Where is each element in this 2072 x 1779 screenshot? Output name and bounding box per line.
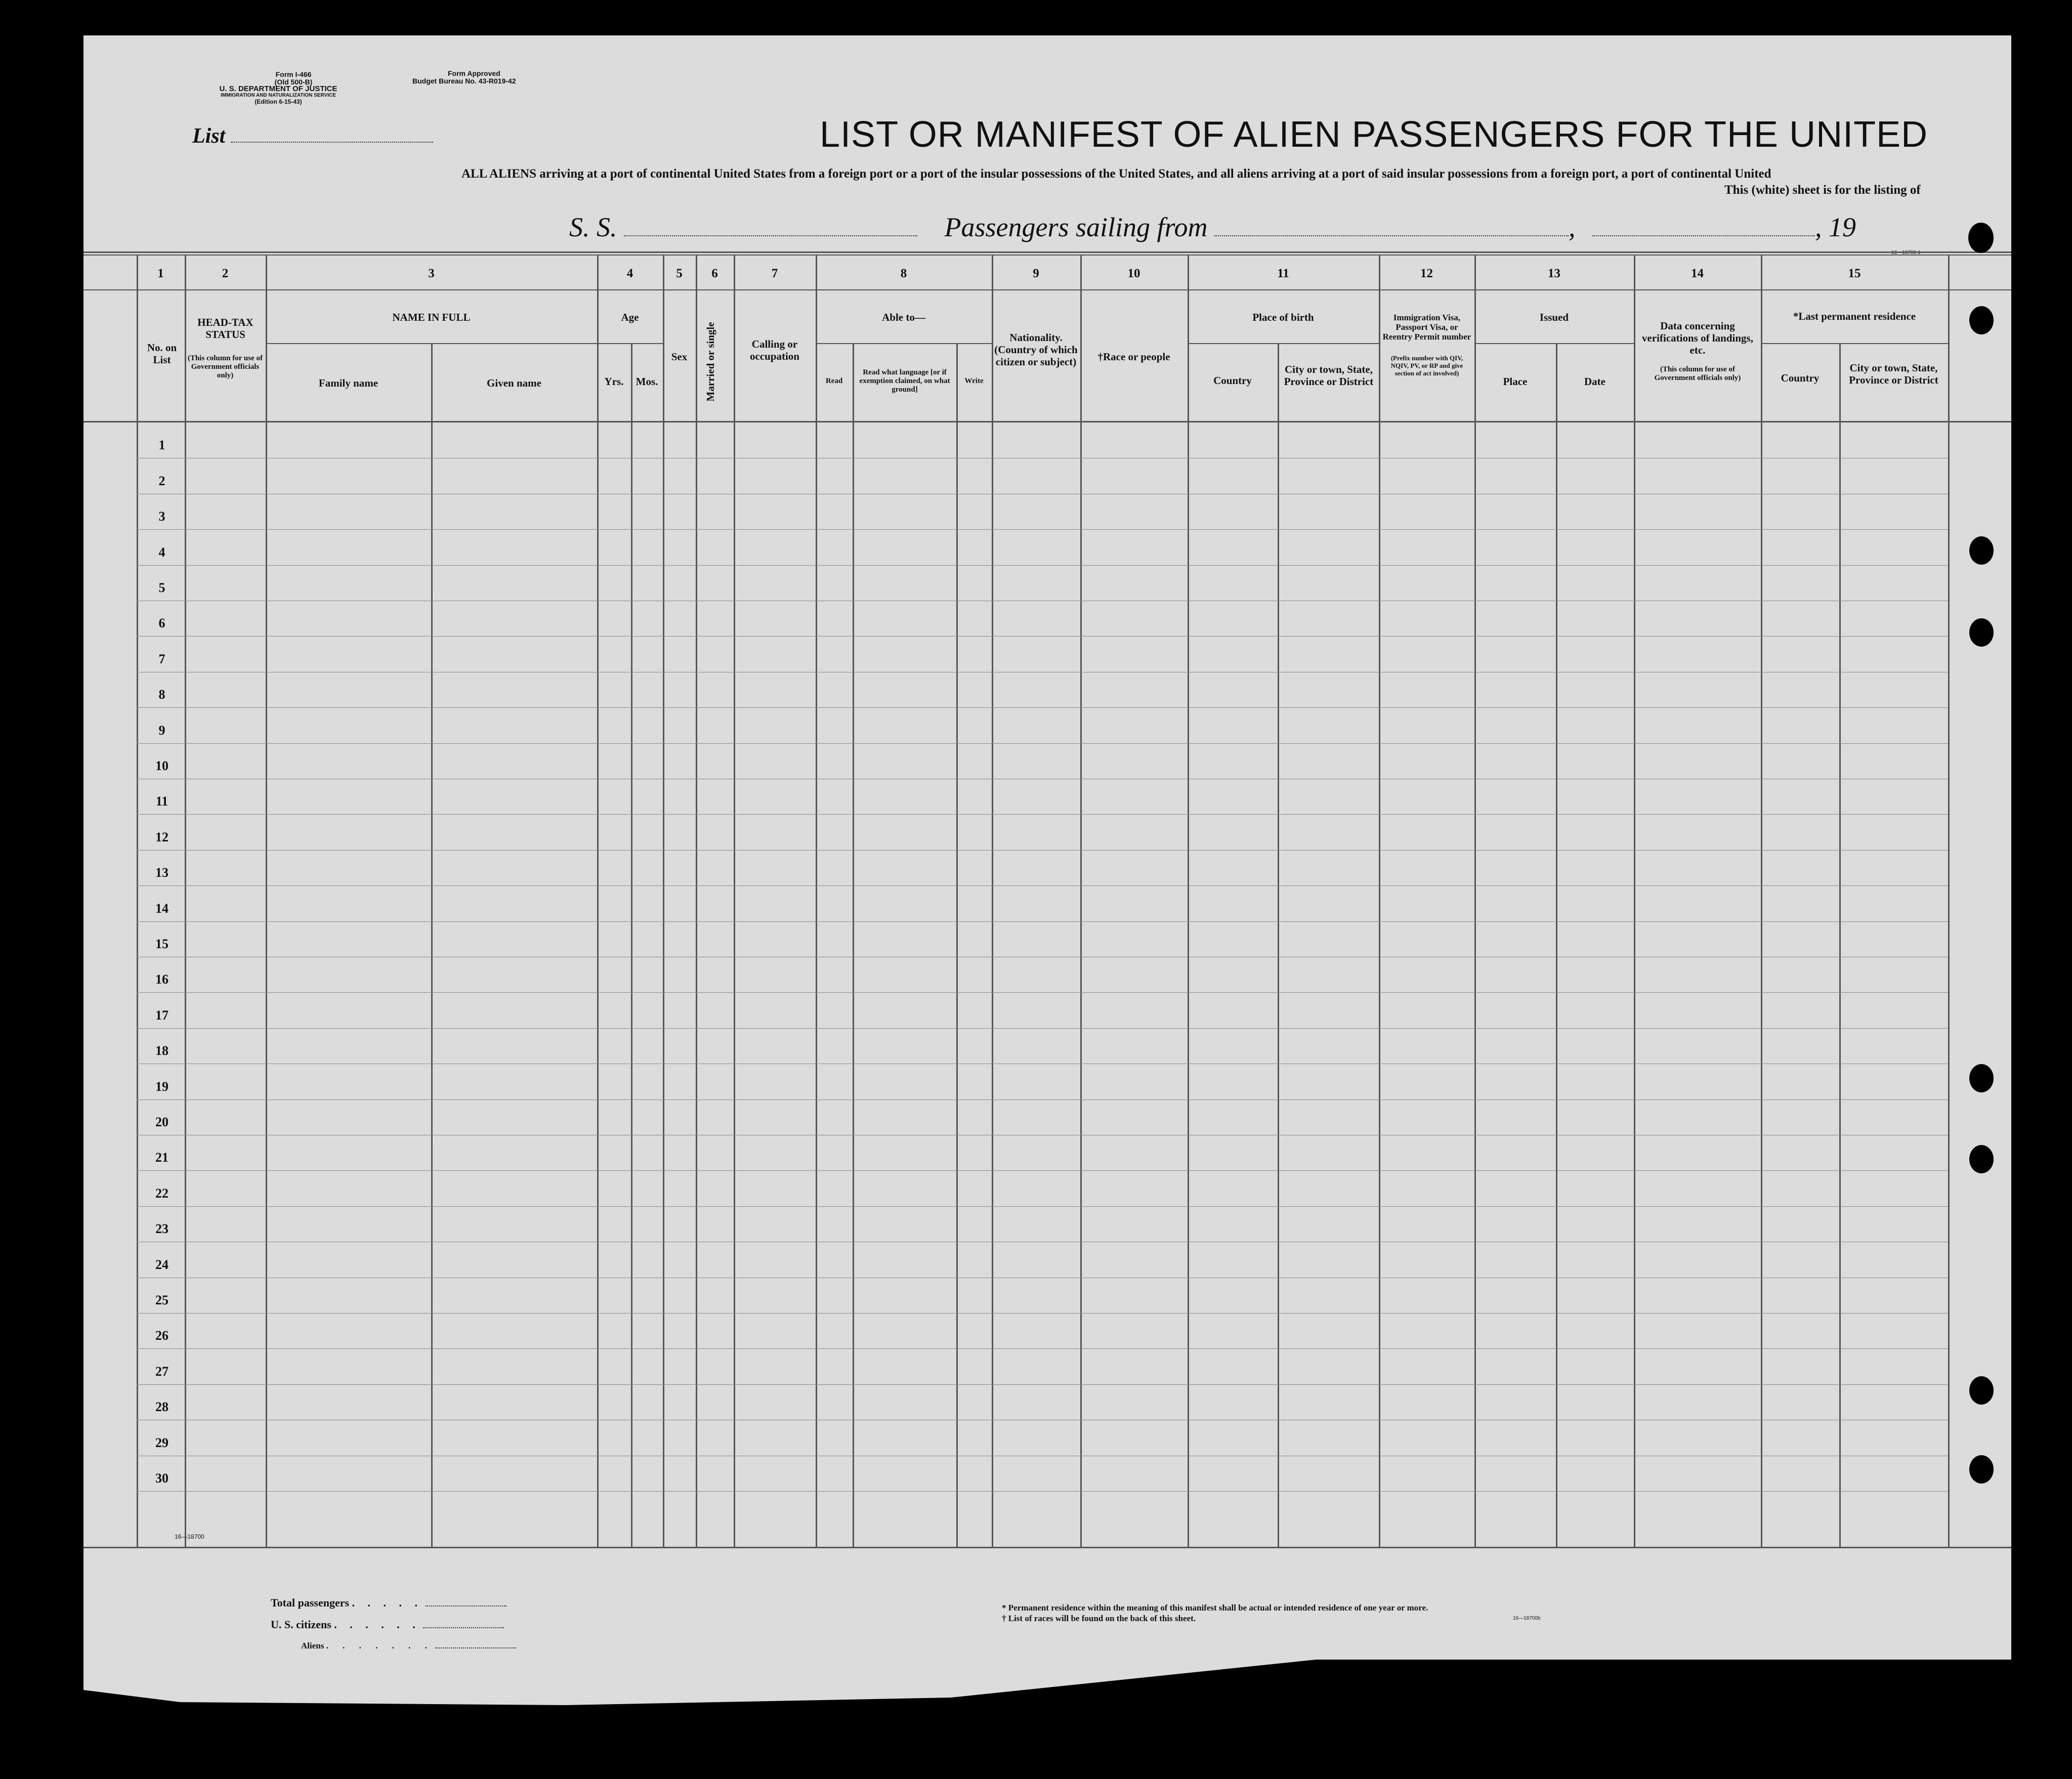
col-line-5 — [663, 255, 664, 1547]
table-row — [137, 743, 1948, 744]
table-top-border — [83, 251, 2011, 253]
colnum-7: 7 — [771, 267, 778, 280]
us-citizens-line[interactable] — [423, 1627, 504, 1628]
header-race: †Race or people — [1097, 351, 1170, 363]
budget-block — [412, 70, 516, 85]
row-number: 11 — [155, 794, 168, 809]
binding-hole — [1968, 223, 1994, 253]
footnote-code: 16—18700b — [1513, 1616, 1541, 1621]
header-sex: Sex — [671, 351, 688, 363]
binding-hole — [1969, 536, 1994, 565]
col-line-7 — [734, 255, 735, 1547]
header-data-note: (This column for use of Government officials only) — [1654, 365, 1741, 382]
row-number: 24 — [155, 1257, 168, 1272]
form-number: Form I-466 — [275, 70, 312, 78]
colnum-10: 10 — [1127, 267, 1140, 280]
header-head-tax: HEAD-TAX STATUS — [197, 316, 253, 341]
table-row — [137, 636, 1948, 637]
page-subtitle: ALL ALIENS arriving at a port of continental United States from a foreign port or a port of the insular possessions of the United States, and all aliens arriving at a port of said insular possessions from a foreign port, a port of continental United — [461, 167, 1771, 181]
form-old-number: (Old 500-B) — [274, 78, 313, 86]
table-row — [137, 707, 1948, 708]
row-number: 23 — [155, 1221, 168, 1236]
row-number: 6 — [158, 616, 165, 630]
row-number: 21 — [155, 1150, 168, 1165]
header-head-tax-note: (This column for use of Government officials only) — [187, 354, 263, 379]
colnum-3: 3 — [428, 267, 435, 280]
colnum-1: 1 — [157, 267, 164, 280]
aliens-line[interactable] — [435, 1647, 516, 1648]
form-edition: (Edition 6-15-43) — [255, 98, 302, 105]
binding-hole — [1969, 1064, 1994, 1092]
table-row — [137, 1384, 1948, 1385]
aliens-field[interactable]: Aliens . . . . . . . — [301, 1641, 516, 1651]
header-write: Write — [964, 377, 984, 385]
header-no-on-list: No. on List — [147, 342, 177, 366]
birth-subheader-line — [1188, 343, 1379, 344]
row-number: 27 — [155, 1364, 168, 1379]
colnum-14: 14 — [1691, 267, 1704, 280]
colnum-5: 5 — [676, 267, 683, 280]
total-passengers-field[interactable]: Total passengers . . . . . — [271, 1596, 506, 1609]
col-line-8 — [816, 255, 817, 1547]
row-number: 2 — [158, 474, 165, 488]
colnum-15: 15 — [1848, 267, 1861, 280]
total-passengers-line[interactable] — [426, 1605, 506, 1606]
able-subheader-line — [816, 343, 992, 344]
header-issued: Issued — [1539, 311, 1569, 323]
list-number-line[interactable] — [231, 142, 433, 143]
colnum-8: 8 — [900, 267, 907, 280]
row-number: 4 — [158, 545, 165, 560]
table-row — [137, 529, 1948, 530]
row-number: 10 — [155, 758, 168, 773]
col-line-10 — [1080, 255, 1082, 1547]
residence-subheader-line — [1761, 343, 1948, 344]
year-label: 19 — [1829, 212, 1856, 242]
row-number: 22 — [155, 1186, 168, 1201]
header-calling: Calling or occupation — [749, 338, 799, 362]
row-number: 25 — [155, 1293, 168, 1307]
department-block — [182, 85, 374, 105]
binding-hole — [1969, 1455, 1994, 1484]
header-birth-country: Country — [1213, 374, 1252, 387]
page-subtitle-continued: This (white) sheet is for the listing of — [1724, 183, 1921, 197]
col-line-15 — [1761, 255, 1762, 1547]
row-number: 9 — [158, 723, 165, 738]
header-yrs: Yrs. — [604, 375, 624, 388]
col-line-9 — [992, 255, 993, 1547]
col-line-14 — [1634, 255, 1635, 1547]
form-code-bottom: 16—18700 — [175, 1533, 204, 1540]
subcol-read-language — [853, 343, 854, 1547]
column-number-divider — [83, 289, 2011, 290]
sailing-from-label: Passengers sailing from — [944, 212, 1208, 242]
row-number: 29 — [155, 1435, 168, 1450]
header-immigration-visa-note: (Prefix number with QIV, NQIV, PV, or RP and give section of act involved) — [1390, 354, 1463, 377]
sailing-port-line[interactable] — [1214, 235, 1569, 236]
ss-label: S. S. — [569, 212, 617, 242]
col-line-2 — [185, 255, 186, 1547]
budget-bureau-number: Budget Bureau No. 43-R019-42 — [412, 77, 516, 85]
table-row — [137, 814, 1948, 815]
header-place-of-birth: Place of birth — [1252, 311, 1314, 323]
binding-hole — [1969, 618, 1994, 647]
us-citizens-field[interactable]: U. S. citizens . . . . . . — [271, 1618, 504, 1631]
header-read-language: Read what language [or if exemption claimed, on what ground] — [859, 368, 950, 394]
list-label: List — [192, 124, 226, 148]
age-subheader-line — [597, 343, 663, 344]
us-citizens-label: U. S. citizens — [271, 1618, 331, 1631]
row-number: 16 — [155, 972, 168, 987]
subcol-write — [956, 343, 958, 1547]
col-line-13 — [1474, 255, 1476, 1547]
table-row — [137, 1170, 1948, 1171]
sailing-date-line[interactable] — [1592, 235, 1815, 236]
col-line-16 — [1948, 255, 1950, 1547]
header-immigration-visa: Immigration Visa, Passport Visa, or Reentry Permit number — [1382, 313, 1471, 342]
subcol-given-name — [431, 343, 433, 1547]
colnum-4: 4 — [626, 267, 633, 280]
binding-hole — [1969, 1145, 1994, 1173]
header-issued-place: Place — [1503, 375, 1528, 388]
ship-line: S. S. Passengers sailing from , , 19 — [569, 212, 1856, 242]
footnote-residence: * Permanent residence within the meaning of this manifest shall be actual or intended residence of one year or more. — [1002, 1603, 1428, 1613]
table-row — [137, 885, 1948, 886]
table-top-border-inner — [83, 255, 2011, 256]
header-residence-country: Country — [1781, 372, 1820, 384]
header-data-concerning: Data concerning verifications of landings, etc. — [1642, 320, 1753, 356]
header-family-name: Family name — [318, 377, 378, 389]
row-number: 12 — [155, 830, 168, 844]
subcol-mos — [631, 343, 632, 1547]
form-identifier — [250, 71, 336, 86]
header-residence-city: City or town, State, Province or District — [1849, 362, 1938, 386]
col-line-1 — [137, 255, 138, 1547]
row-number: 1 — [158, 438, 165, 452]
table-row — [137, 1313, 1948, 1314]
binding-hole — [1969, 1376, 1994, 1405]
ship-name-line[interactable] — [624, 235, 917, 236]
list-field[interactable] — [192, 124, 433, 148]
table-row — [137, 1028, 1948, 1029]
colnum-11: 11 — [1277, 267, 1289, 280]
colnum-13: 13 — [1548, 267, 1560, 280]
table-row — [137, 565, 1948, 566]
table-row — [137, 1348, 1948, 1349]
col-line-12 — [1379, 255, 1380, 1547]
header-nationality: Nationality. (Country of which citizen or subject) — [994, 331, 1078, 368]
table-bottom-border — [83, 1547, 2011, 1548]
header-able-to: Able to— — [882, 311, 925, 323]
colnum-12: 12 — [1420, 267, 1433, 280]
table-row — [137, 1491, 1948, 1492]
row-number: 17 — [155, 1008, 168, 1023]
header-read: Read — [825, 377, 843, 385]
header-married-or-single: Married or single — [704, 322, 716, 402]
department-name: U. S. DEPARTMENT OF JUSTICE — [219, 84, 337, 93]
col-line-3 — [266, 255, 267, 1547]
header-birth-city: City or town, State, Province or District — [1284, 363, 1374, 388]
header-name-in-full: NAME IN FULL — [392, 311, 471, 323]
col-line-11 — [1188, 255, 1189, 1547]
subcol-residence-city — [1839, 343, 1841, 1547]
col-line-6 — [696, 255, 697, 1547]
table-row — [137, 921, 1948, 922]
row-number: 14 — [155, 901, 168, 916]
table-row — [137, 850, 1948, 851]
aliens-label: Aliens — [301, 1641, 324, 1650]
colnum-9: 9 — [1033, 267, 1039, 280]
row-number: 28 — [155, 1400, 168, 1414]
header-age: Age — [621, 311, 639, 323]
row-number: 26 — [155, 1328, 168, 1343]
service-name: IMMIGRATION AND NATURALIZATION SERVICE — [221, 93, 336, 98]
issued-subheader-line — [1474, 343, 1634, 344]
table-row — [137, 992, 1948, 993]
form-approved: Form Approved — [448, 69, 500, 77]
row-number: 8 — [158, 687, 165, 702]
header-bottom-border — [83, 421, 2011, 422]
row-number: 18 — [155, 1043, 168, 1058]
col-line-4 — [597, 255, 599, 1547]
row-number: 3 — [158, 509, 165, 524]
row-number: 15 — [155, 937, 168, 951]
table-row — [137, 1206, 1948, 1207]
header-last-residence: *Last permanent residence — [1793, 310, 1916, 322]
binding-hole — [1969, 306, 1994, 334]
page-title: LIST OR MANIFEST OF ALIEN PASSENGERS FOR THE UNITED — [820, 114, 1928, 155]
subcol-birth-city — [1278, 343, 1279, 1547]
row-number: 30 — [155, 1471, 168, 1486]
table-row — [137, 1099, 1948, 1100]
row-number: 20 — [155, 1115, 168, 1129]
total-passengers-label: Total passengers — [271, 1596, 350, 1609]
row-number: 13 — [155, 865, 168, 880]
colnum-6: 6 — [711, 267, 718, 280]
colnum-2: 2 — [222, 267, 229, 280]
header-issued-date: Date — [1584, 375, 1605, 388]
row-number: 7 — [158, 652, 165, 666]
row-number: 5 — [158, 580, 165, 595]
row-number: 19 — [155, 1079, 168, 1094]
header-given-name: Given name — [487, 377, 541, 389]
header-mos: Mos. — [636, 375, 658, 388]
footnote-races: † List of races will be found on the back of this sheet. — [1002, 1614, 1196, 1623]
subcol-issued-date — [1556, 343, 1557, 1547]
